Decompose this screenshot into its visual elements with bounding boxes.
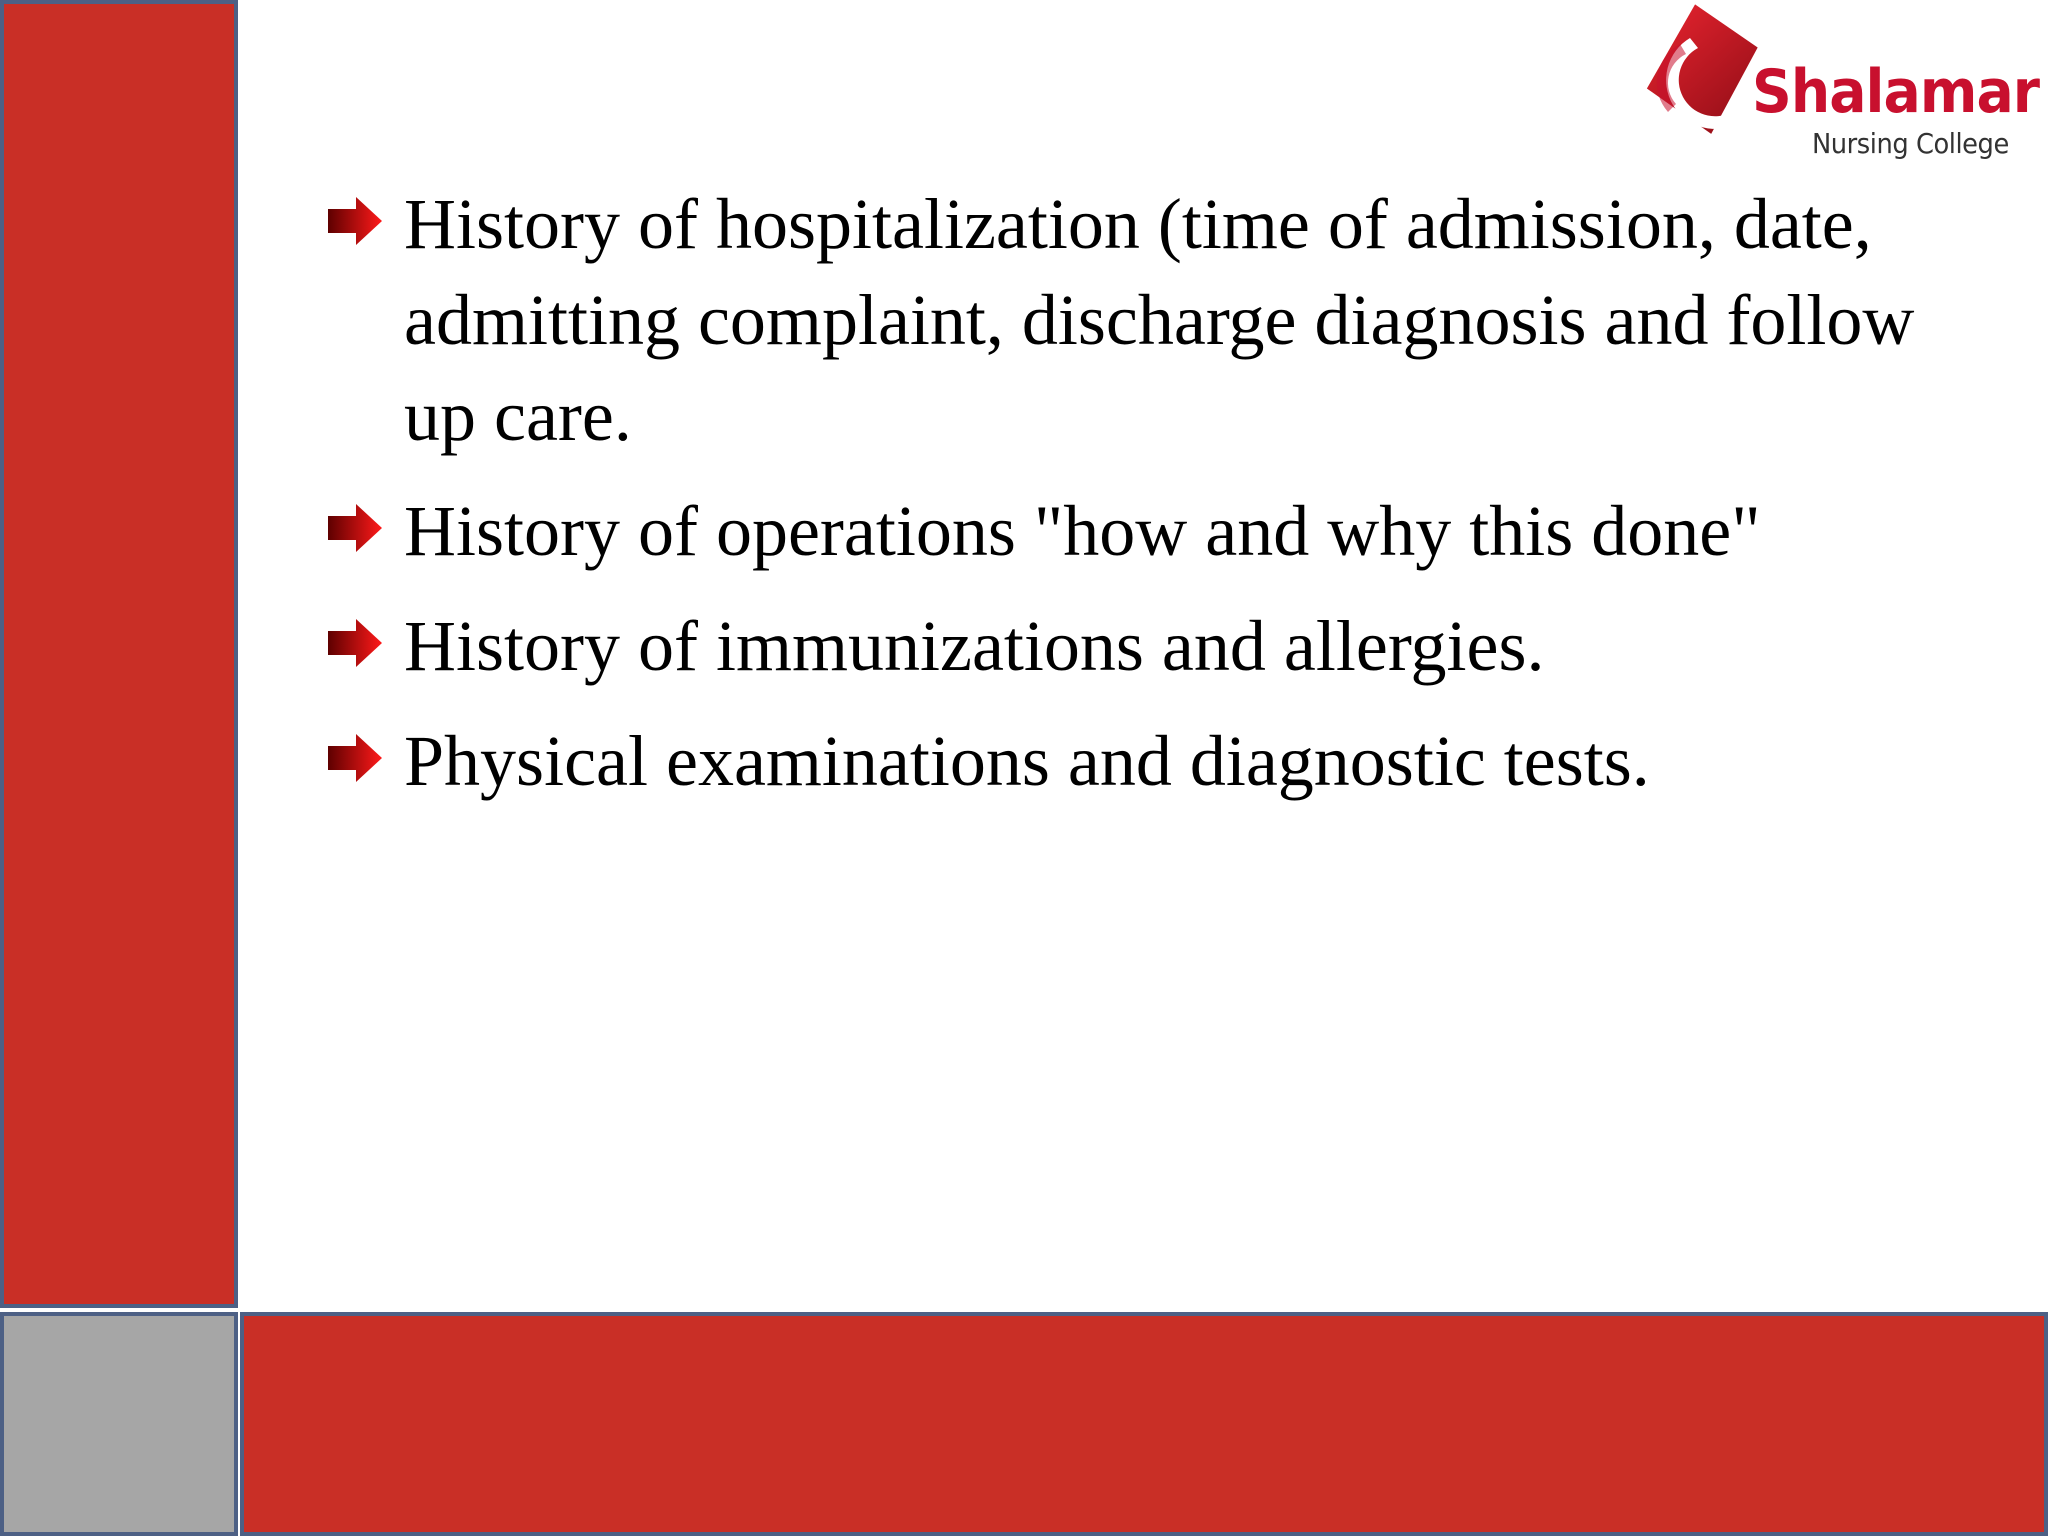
list-item	[326, 176, 1966, 464]
bottom-red-bar	[240, 1312, 2048, 1536]
arrow-right-icon	[326, 193, 384, 249]
bullet-list	[326, 176, 1966, 828]
bullet-text: History of hospitalization (time of admission, date, admitting complaint, discharge diagnosis and follow up care.	[404, 184, 1915, 456]
logo-name: Shalamar	[1752, 57, 2040, 127]
bullet-text: Physical examinations and diagnostic tests.	[404, 721, 1650, 801]
list-item	[326, 483, 1966, 579]
logo-subtitle: Nursing College	[1812, 127, 2009, 160]
list-item	[326, 598, 1966, 694]
arrow-right-icon	[326, 730, 384, 786]
bullet-text: History of immunizations and allergies.	[404, 606, 1545, 686]
bullet-text: History of operations "how and why this done"	[404, 491, 1761, 571]
left-red-bar	[0, 0, 238, 1308]
bottom-left-gray-block	[0, 1312, 238, 1536]
arrow-right-icon	[326, 500, 384, 556]
arrow-right-icon	[326, 615, 384, 671]
college-logo	[1620, 0, 2048, 170]
list-item	[326, 713, 1966, 809]
